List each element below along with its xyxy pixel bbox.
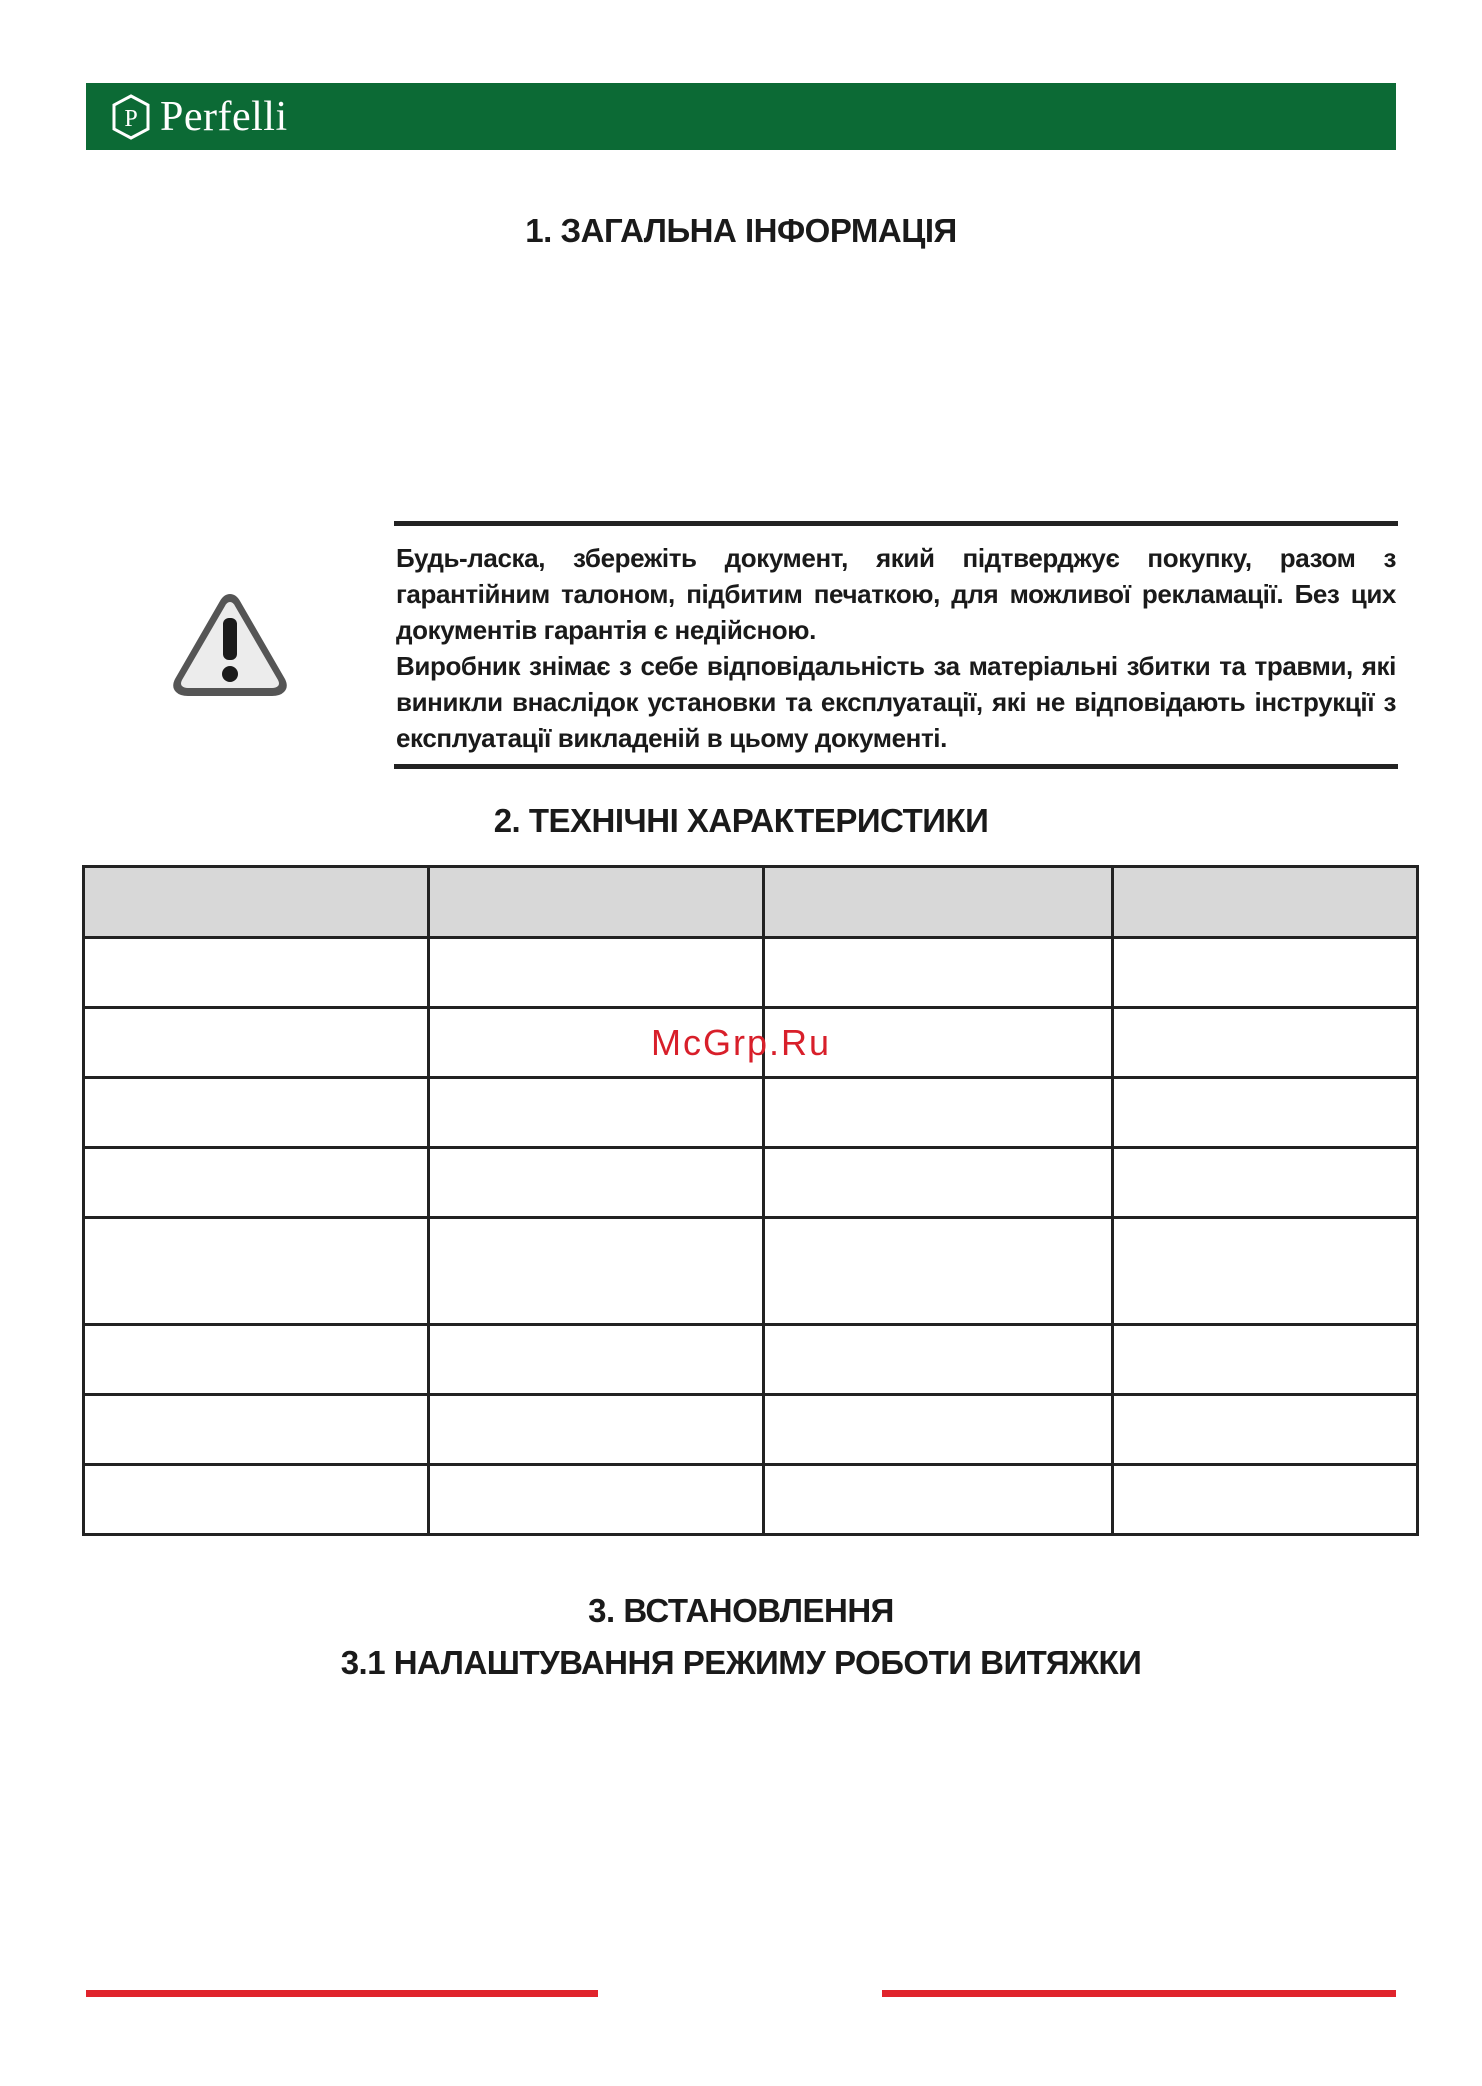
svg-text:P: P bbox=[124, 105, 138, 132]
footer-line-right bbox=[882, 1990, 1396, 1997]
table-cell bbox=[764, 938, 1113, 1008]
table-cell bbox=[429, 1395, 764, 1465]
table-cell bbox=[84, 1078, 429, 1148]
warning-paragraph-liability: Виробник знімає з себе відповідальність за матеріальні збитки та травми, які виникли внаслідок установки та експлуатації, які не відповідають інструкції з експлуатації викладеній в цьому документі. bbox=[396, 651, 1396, 753]
table-cell bbox=[764, 1325, 1113, 1395]
table-row bbox=[84, 1218, 1418, 1325]
perfelli-logo-icon bbox=[110, 93, 152, 141]
table-cell bbox=[764, 1465, 1113, 1535]
table-cell bbox=[84, 1465, 429, 1535]
table-cell bbox=[429, 1078, 764, 1148]
table-cell bbox=[1113, 1218, 1418, 1325]
brand-logo bbox=[110, 93, 288, 141]
table-header-cell bbox=[1113, 867, 1418, 938]
table-cell bbox=[429, 1148, 764, 1218]
table-cell bbox=[429, 1218, 764, 1325]
warning-paragraph-receipt: Будь-ласка, збережіть документ, який підтверджує покупку, разом з гарантійним талоном, підбитим печаткою, для можливої рекламації. Без цих документів гарантія є недійсною. bbox=[396, 543, 1396, 645]
table-row bbox=[84, 1465, 1418, 1535]
table-cell bbox=[429, 1325, 764, 1395]
table-cell bbox=[1113, 1465, 1418, 1535]
table-cell bbox=[1113, 1395, 1418, 1465]
section-title-installation: 3. ВСТАНОВЛЕННЯ bbox=[588, 1592, 894, 1629]
table-cell bbox=[84, 1218, 429, 1325]
table-header-row bbox=[84, 867, 1418, 938]
table-cell bbox=[764, 1218, 1113, 1325]
watermark-text: McGrp.Ru bbox=[650, 1022, 832, 1063]
footer-line-left bbox=[86, 1990, 598, 1997]
warning-triangle-icon bbox=[168, 588, 292, 700]
table-cell bbox=[84, 1325, 429, 1395]
section-title-general-info: 1. ЗАГАЛЬНА ІНФОРМАЦІЯ bbox=[525, 212, 957, 249]
table-cell bbox=[764, 1078, 1113, 1148]
table-cell bbox=[1113, 1148, 1418, 1218]
table-row bbox=[84, 1078, 1418, 1148]
table-row bbox=[84, 1395, 1418, 1465]
table-cell bbox=[1113, 938, 1418, 1008]
table-cell bbox=[429, 938, 764, 1008]
section-title-mode-setup: 3.1 НАЛАШТУВАННЯ РЕЖИМУ РОБОТИ ВИТЯЖКИ bbox=[340, 1644, 1142, 1681]
table-cell bbox=[429, 1465, 764, 1535]
brand-name: Perfelli bbox=[160, 93, 288, 140]
table-cell bbox=[1113, 1325, 1418, 1395]
table-header-cell bbox=[84, 867, 429, 938]
table-cell bbox=[1113, 1078, 1418, 1148]
table-cell bbox=[764, 1148, 1113, 1218]
brand-header-bar bbox=[86, 83, 1396, 150]
table-cell bbox=[84, 938, 429, 1008]
table-row bbox=[84, 1325, 1418, 1395]
table-cell bbox=[84, 1148, 429, 1218]
section-title-tech-specs: 2. ТЕХНІЧНІ ХАРАКТЕРИСТИКИ bbox=[493, 802, 989, 839]
table-cell bbox=[84, 1395, 429, 1465]
table-header-cell bbox=[429, 867, 764, 938]
table-row bbox=[84, 1148, 1418, 1218]
warning-notice bbox=[394, 521, 1398, 769]
table-row bbox=[84, 938, 1418, 1008]
table-cell bbox=[764, 1395, 1113, 1465]
specs-table bbox=[82, 865, 1419, 1536]
table-header-cell bbox=[764, 867, 1113, 938]
